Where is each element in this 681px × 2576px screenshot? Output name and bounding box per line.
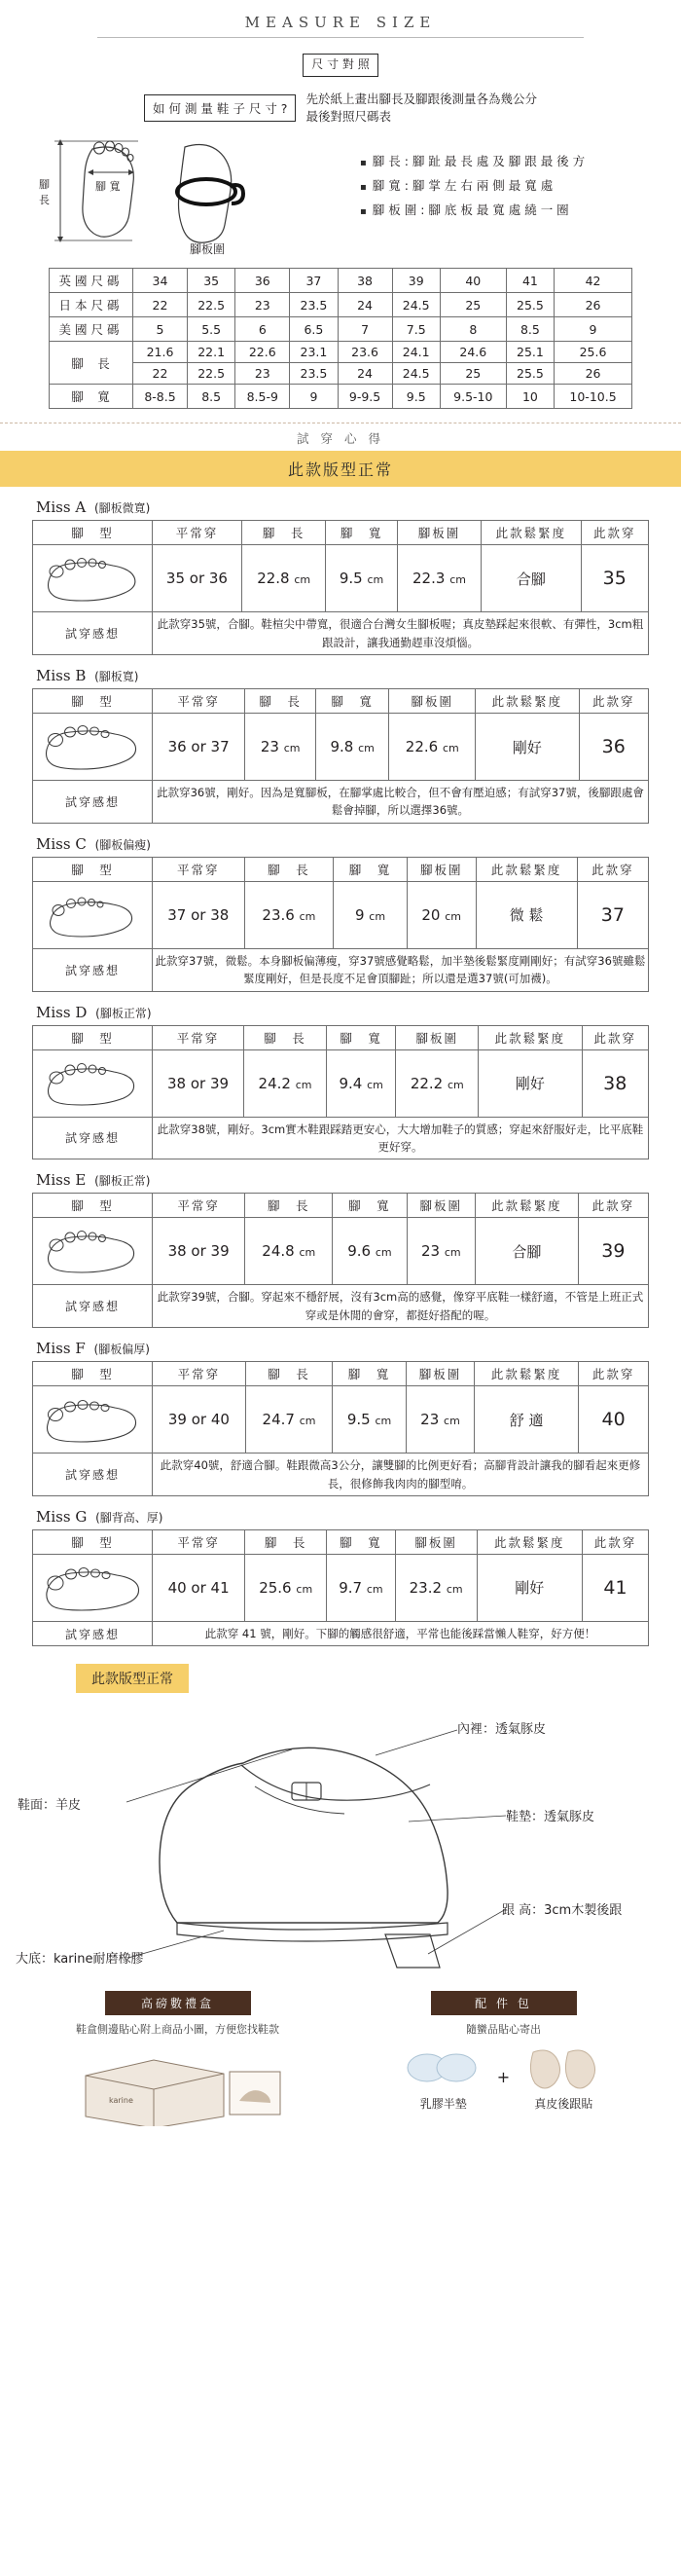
foot-diagram-graphic: 腳 長 腳 寬 腳板圍	[39, 131, 360, 258]
value-length: 23 cm	[245, 714, 316, 781]
foot-shape-image	[33, 1218, 153, 1285]
cell: 5	[133, 317, 188, 342]
cell: 8	[440, 317, 506, 342]
cell: 21.6	[133, 342, 188, 363]
col-width: 腳 寬	[334, 857, 408, 881]
intro-line-2: 最後對照尺碼表	[305, 109, 391, 125]
col-wear: 此款穿	[583, 1529, 649, 1554]
fit-banner-small: 此款版型正常	[76, 1664, 189, 1693]
cell: 24.1	[392, 342, 440, 363]
value-length: 22.8 cm	[241, 545, 326, 612]
accessory-title: 配 件 包	[431, 1991, 577, 2015]
miss-c-table	[32, 857, 649, 992]
value-wear: 41	[583, 1554, 649, 1621]
cell: 9.5	[392, 385, 440, 409]
table-header-row	[33, 1529, 649, 1554]
col-wear: 此款穿	[577, 857, 648, 881]
value-girth: 22.2 cm	[396, 1049, 479, 1117]
cell: 22	[133, 293, 188, 317]
value-girth: 23 cm	[407, 1218, 475, 1285]
col-wear: 此款穿	[582, 1025, 648, 1049]
gift-box-desc: 鞋盒側邊貼心附上商品小圖，方便您找鞋款	[76, 2023, 279, 2037]
table-row	[50, 342, 632, 363]
cell: 25.5	[506, 293, 554, 317]
cell: 9	[555, 317, 632, 342]
cell: 26	[555, 293, 632, 317]
table-header-row	[33, 1025, 649, 1049]
cell: 34	[133, 269, 188, 293]
col-wear: 此款穿	[579, 1362, 649, 1386]
col-width: 腳 寬	[327, 1529, 396, 1554]
col-usual: 平常穿	[153, 689, 245, 714]
col-width: 腳 寬	[326, 1025, 395, 1049]
value-width: 9 cm	[334, 881, 408, 948]
table-row	[33, 612, 649, 655]
accessory-items	[345, 2042, 662, 2112]
miss-a-table	[32, 520, 649, 655]
value-length: 24.7 cm	[245, 1386, 332, 1454]
cell: 23.1	[290, 342, 338, 363]
miss-d-name: Miss D	[36, 1003, 88, 1021]
value-tightness: 微 鬆	[476, 881, 577, 948]
label-upper-material: 鞋面：羊皮	[18, 1798, 82, 1814]
col-foot-type: 腳 型	[33, 689, 153, 714]
miss-d-sub: (腳板正常)	[95, 1006, 152, 1020]
col-width: 腳 寬	[333, 1362, 407, 1386]
cell: 5.5	[188, 317, 235, 342]
col-usual: 平常穿	[153, 1362, 246, 1386]
col-tightness: 此款鬆緊度	[476, 857, 577, 881]
col-length: 腳 長	[245, 1529, 327, 1554]
miss-g-sub: (腳背高、厚)	[95, 1510, 163, 1525]
col-usual: 平常穿	[153, 1529, 245, 1554]
foot-shape-image	[33, 1386, 153, 1454]
note-head: 試穿感想	[33, 1454, 153, 1496]
note-head: 試穿感想	[33, 1117, 153, 1159]
col-girth: 腳板圍	[406, 1362, 474, 1386]
col-foot-type: 腳 型	[33, 857, 153, 881]
row-head-us: 美國尺碼	[50, 317, 133, 342]
label-outsole-material: 大底：karine耐磨橡膠	[16, 1952, 144, 1968]
miss-block-c	[32, 835, 649, 992]
table-row	[33, 1554, 649, 1621]
note-text: 此款穿40號，舒適合腳。鞋跟微高3公分，讓雙腳的比例更好看；高腳背設計讓我的腳看起來更修長，很修飾我肉肉的腳型唷。	[153, 1454, 649, 1496]
cell: 23	[235, 293, 290, 317]
miss-e-name: Miss E	[36, 1171, 87, 1190]
bullet-foot-width: ▪ 腳 寬 : 腳 掌 左 右 兩 側 最 寬 處	[360, 173, 642, 198]
value-usual: 36 or 37	[153, 714, 245, 781]
cell: 24.5	[392, 363, 440, 385]
measure-bullets	[360, 131, 642, 222]
cell: 6	[235, 317, 290, 342]
col-usual: 平常穿	[153, 857, 245, 881]
intro-row	[68, 91, 613, 126]
value-girth: 22.3 cm	[397, 545, 482, 612]
table-row	[33, 1454, 649, 1496]
col-tightness: 此款鬆緊度	[475, 1194, 578, 1218]
footer-gift-box	[19, 1991, 336, 2126]
svg-text:karine: karine	[108, 2096, 133, 2106]
table-row	[33, 1285, 649, 1328]
value-tightness: 合腳	[475, 1218, 578, 1285]
note-head: 試穿感想	[33, 612, 153, 655]
col-usual: 平常穿	[153, 1194, 245, 1218]
col-foot-type: 腳 型	[33, 1362, 153, 1386]
label-heel-height: 跟 高：3cm木製後跟	[502, 1903, 623, 1919]
title-divider	[97, 37, 584, 38]
cell: 23.6	[338, 342, 392, 363]
gift-box-title: 高磅數禮盒	[105, 1991, 251, 2015]
table-row	[33, 1386, 649, 1454]
cell: 36	[235, 269, 290, 293]
size-chart-tag: 尺 寸 對 照	[303, 54, 378, 77]
value-wear: 35	[581, 545, 648, 612]
miss-block-b	[32, 667, 649, 824]
col-foot-type: 腳 型	[33, 1194, 153, 1218]
col-foot-type: 腳 型	[33, 1025, 153, 1049]
col-foot-type: 腳 型	[33, 1529, 153, 1554]
note-head: 試穿感想	[33, 781, 153, 824]
miss-c-sub: (腳板偏瘦)	[94, 837, 151, 852]
cell: 24.6	[440, 342, 506, 363]
value-width: 9.6 cm	[333, 1218, 407, 1285]
table-row	[33, 1117, 649, 1159]
value-usual: 37 or 38	[153, 881, 245, 948]
foot-shape-image	[33, 881, 153, 948]
cell: 10-10.5	[555, 385, 632, 409]
col-length: 腳 長	[245, 689, 316, 714]
cell: 26	[555, 363, 632, 385]
cell: 24.5	[392, 293, 440, 317]
miss-b-heading	[36, 667, 649, 684]
miss-d-heading	[36, 1004, 649, 1021]
cell: 22.5	[188, 293, 235, 317]
miss-c-name: Miss C	[36, 834, 87, 853]
value-wear: 40	[579, 1386, 649, 1454]
col-width: 腳 寬	[316, 689, 389, 714]
col-length: 腳 長	[245, 1194, 333, 1218]
value-length: 24.8 cm	[245, 1218, 333, 1285]
table-row	[50, 317, 632, 342]
miss-a-sub: (腳板微寬)	[93, 501, 151, 516]
accessory-item-1-label: 乳膠半墊	[419, 2097, 467, 2112]
cell: 38	[338, 269, 392, 293]
table-row	[33, 1621, 649, 1645]
value-girth: 23.2 cm	[395, 1554, 477, 1621]
cell: 42	[555, 269, 632, 293]
col-tightness: 此款鬆緊度	[482, 521, 581, 545]
accessory-item-heel-pad	[520, 2042, 607, 2112]
value-usual: 40 or 41	[153, 1554, 245, 1621]
cell: 24	[338, 293, 392, 317]
foot-shape-image	[33, 714, 153, 781]
miss-block-f	[32, 1340, 649, 1496]
col-wear: 此款穿	[578, 1194, 648, 1218]
cell: 22.1	[188, 342, 235, 363]
miss-f-name: Miss F	[36, 1340, 86, 1358]
miss-f-heading	[36, 1340, 649, 1357]
miss-block-e	[32, 1171, 649, 1328]
value-tightness: 合腳	[482, 545, 581, 612]
miss-block-g	[32, 1508, 649, 1646]
measure-diagram	[39, 131, 642, 258]
size-conversion-table	[49, 268, 632, 409]
miss-g-name: Miss G	[36, 1507, 88, 1526]
miss-b-table	[32, 688, 649, 824]
miss-g-heading	[36, 1508, 649, 1526]
miss-block-a	[32, 498, 649, 655]
cell: 9-9.5	[338, 385, 392, 409]
value-width: 9.5 cm	[326, 545, 397, 612]
value-usual: 38 or 39	[153, 1218, 245, 1285]
miss-g-table	[32, 1529, 649, 1646]
value-wear: 36	[579, 714, 648, 781]
sole-girth-caption: 腳板圍	[189, 242, 225, 257]
cell: 40	[440, 269, 506, 293]
cell: 7.5	[392, 317, 440, 342]
cell: 22.6	[235, 342, 290, 363]
table-row	[50, 385, 632, 409]
cell: 23.5	[290, 293, 338, 317]
col-girth: 腳板圍	[407, 857, 476, 881]
value-tightness: 剛好	[477, 1554, 582, 1621]
col-wear: 此款穿	[579, 689, 648, 714]
shoe-material-diagram	[0, 1693, 681, 1985]
cell: 24	[338, 363, 392, 385]
col-tightness: 此款鬆緊度	[477, 1529, 582, 1554]
cell: 41	[506, 269, 554, 293]
value-width: 9.8 cm	[316, 714, 389, 781]
miss-e-heading	[36, 1171, 649, 1189]
fit-banner: 此款版型正常	[0, 451, 681, 487]
footer	[19, 1991, 662, 2126]
cell: 23.5	[290, 363, 338, 385]
row-head-uk: 英國尺碼	[50, 269, 133, 293]
col-length: 腳 長	[245, 1362, 332, 1386]
cell: 25	[440, 293, 506, 317]
col-usual: 平常穿	[153, 521, 242, 545]
note-text: 此款穿36號，剛好。因為是寬腳板，在腳掌處比較合，但不會有壓迫感；有試穿37號，後腳跟處會鬆會掉腳，所以選擇36號。	[153, 781, 649, 824]
bullet-foot-length: ▪ 腳 長 : 腳 趾 最 長 處 及 腳 跟 最 後 方	[360, 149, 642, 173]
how-to-measure-text	[305, 91, 537, 126]
table-header-row	[33, 689, 649, 714]
table-row	[33, 1049, 649, 1117]
cell: 8.5	[506, 317, 554, 342]
table-header-row	[33, 1194, 649, 1218]
cell: 7	[338, 317, 392, 342]
col-girth: 腳板圍	[389, 689, 476, 714]
value-width: 9.5 cm	[333, 1386, 407, 1454]
col-girth: 腳板圍	[397, 521, 482, 545]
table-row	[33, 1218, 649, 1285]
accessory-desc: 隨蠻品貼心寄出	[466, 2023, 541, 2037]
value-tightness: 剛好	[476, 714, 579, 781]
table-row	[33, 781, 649, 824]
plus-sign: +	[496, 2068, 511, 2087]
value-tightness: 舒 適	[475, 1386, 579, 1454]
miss-f-sub: (腳板偏厚)	[93, 1343, 150, 1357]
value-wear: 37	[577, 881, 648, 948]
value-length: 25.6 cm	[245, 1554, 327, 1621]
note-head: 試穿感想	[33, 948, 153, 991]
cell: 8.5-9	[235, 385, 290, 409]
cell: 8-8.5	[133, 385, 188, 409]
value-usual: 35 or 36	[153, 545, 242, 612]
note-text: 此款穿38號，剛好。3cm實木鞋跟踩踏更安心，大大增加鞋子的質感；穿起來舒服好走，比平底鞋更好穿。	[153, 1117, 649, 1159]
row-head-jp: 日本尺碼	[50, 293, 133, 317]
foot-shape-image	[33, 1049, 153, 1117]
miss-b-sub: (腳板寬)	[94, 670, 139, 684]
miss-a-name: Miss A	[36, 498, 87, 517]
value-length: 24.2 cm	[244, 1049, 327, 1117]
note-head: 試穿感想	[33, 1621, 153, 1645]
table-row	[33, 881, 649, 948]
col-tightness: 此款鬆緊度	[479, 1025, 582, 1049]
miss-f-table	[32, 1361, 649, 1496]
label-lining-material: 內裡：透氣豚皮	[457, 1722, 547, 1738]
miss-d-table	[32, 1025, 649, 1160]
cell: 8.5	[188, 385, 235, 409]
col-length: 腳 長	[241, 521, 326, 545]
cell: 22.5	[188, 363, 235, 385]
cell: 35	[188, 269, 235, 293]
value-girth: 23 cm	[406, 1386, 474, 1454]
note-text: 此款穿35號，合腳。鞋楦尖中帶寬，很適合台灣女生腳板喔；真皮墊踩起來很軟、有彈性，3cm粗跟設計，讓我通勤趕車沒煩惱。	[153, 612, 649, 655]
note-text: 此款穿39號，合腳。穿起來不穩舒展，沒有3cm高的感覺，像穿平底鞋一樣舒適，不管是上班正式穿或是休閒的會穿，都挺好搭配的喔。	[153, 1285, 649, 1328]
col-girth: 腳板圍	[407, 1194, 475, 1218]
table-row	[50, 293, 632, 317]
foot-shape-image	[33, 545, 153, 612]
value-tightness: 剛好	[479, 1049, 582, 1117]
table-row	[33, 545, 649, 612]
value-girth: 22.6 cm	[389, 714, 476, 781]
cell: 9	[290, 385, 338, 409]
miss-a-heading	[36, 498, 649, 516]
col-length: 腳 長	[244, 857, 334, 881]
cell: 23	[235, 363, 290, 385]
value-girth: 20 cm	[407, 881, 476, 948]
table-header-row	[33, 1362, 649, 1386]
cell: 25.1	[506, 342, 554, 363]
col-foot-type: 腳 型	[33, 521, 153, 545]
accessory-item-half-insole	[400, 2042, 487, 2112]
foot-shape-image	[33, 1554, 153, 1621]
value-usual: 39 or 40	[153, 1386, 246, 1454]
cell: 6.5	[290, 317, 338, 342]
miss-b-name: Miss B	[36, 667, 87, 685]
cell: 39	[392, 269, 440, 293]
col-tightness: 此款鬆緊度	[475, 1362, 579, 1386]
cell: 25.5	[506, 363, 554, 385]
note-text: 此款穿37號，微鬆。本身腳板偏薄瘦，穿37號感覺略鬆，加半墊後鬆緊度剛剛好；有試穿36號雖鬆緊度剛好，但是長度不足會頂腳趾；所以還是選37號(可加襪)。	[153, 948, 649, 991]
footer-accessory-pack	[345, 1991, 662, 2126]
value-wear: 39	[578, 1218, 648, 1285]
cell: 25	[440, 363, 506, 385]
col-width: 腳 寬	[326, 521, 397, 545]
how-to-measure-label: 如 何 測 量 鞋 子 尺 寸 ?	[144, 94, 296, 122]
accessory-item-2-label: 真皮後跟貼	[534, 2097, 593, 2112]
table-row	[33, 948, 649, 991]
row-head-foot-width: 腳 寬	[50, 385, 133, 409]
cell: 37	[290, 269, 338, 293]
value-length: 23.6 cm	[244, 881, 334, 948]
miss-e-sub: (腳板正常)	[94, 1174, 151, 1189]
col-wear: 此款穿	[581, 521, 648, 545]
miss-block-d	[32, 1004, 649, 1160]
col-length: 腳 長	[244, 1025, 327, 1049]
cell: 25.6	[555, 342, 632, 363]
miss-e-table	[32, 1193, 649, 1328]
value-usual: 38 or 39	[153, 1049, 244, 1117]
intro-line-1: 先於紙上畫出腳長及腳跟後測量各為幾公分	[305, 92, 537, 106]
table-row	[50, 269, 632, 293]
col-girth: 腳板圍	[396, 1025, 479, 1049]
col-usual: 平常穿	[153, 1025, 244, 1049]
col-tightness: 此款鬆緊度	[476, 689, 579, 714]
value-width: 9.4 cm	[326, 1049, 395, 1117]
col-girth: 腳板圍	[395, 1529, 477, 1554]
note-text: 此款穿 41 號，剛好。下腳的觸感很舒適，平常也能後踩當懶人鞋穿，好方便！	[153, 1621, 649, 1645]
value-wear: 38	[582, 1049, 648, 1117]
table-row	[33, 714, 649, 781]
bullet-sole-girth: ▪ 腳 板 圍 : 腳 底 板 最 寬 處 繞 一 圈	[360, 198, 642, 222]
cell: 9.5-10	[440, 385, 506, 409]
miss-c-heading	[36, 835, 649, 853]
col-width: 腳 寬	[333, 1194, 407, 1218]
cell: 22	[133, 363, 188, 385]
try-on-title: 試 穿 心 得	[297, 431, 384, 447]
label-insole-material: 鞋墊：透氣豚皮	[506, 1810, 595, 1825]
page-title: MEASURE SIZE	[244, 14, 437, 31]
cell: 10	[506, 385, 554, 409]
note-head: 試穿感想	[33, 1285, 153, 1328]
row-head-foot-length: 腳 長	[50, 342, 133, 385]
table-row	[50, 363, 632, 385]
table-header-row	[33, 857, 649, 881]
value-width: 9.7 cm	[327, 1554, 396, 1621]
table-header-row	[33, 521, 649, 545]
